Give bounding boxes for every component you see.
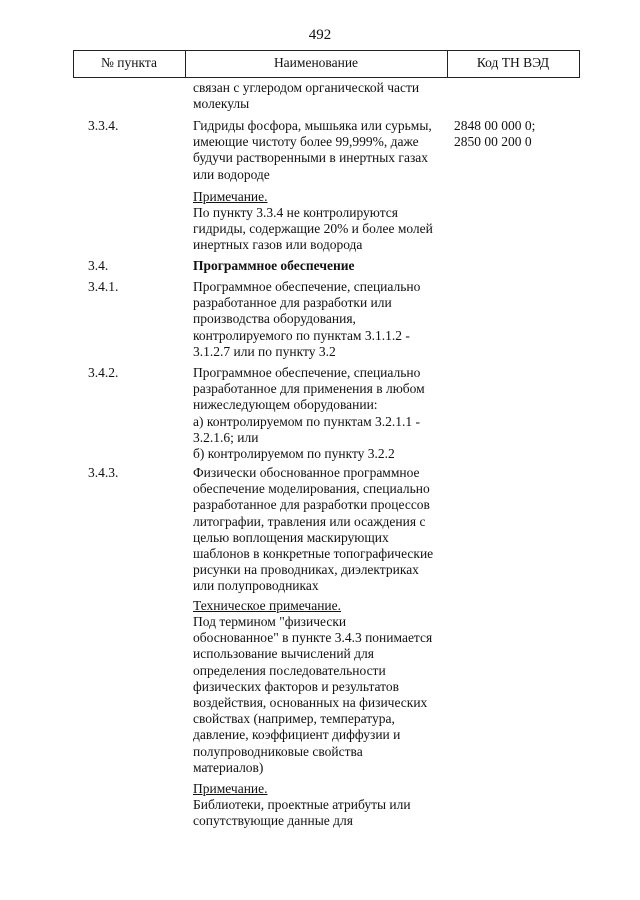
- item-text-3-4-1: Программное обеспечение, специально разработанное для разработки или производства оборудования, контролируемого по пунктам 3.1.1.2 - 3.1.2.7 или по пункту 3.2: [193, 279, 421, 359]
- continuation-text: связан с углеродом органической части молекулы: [193, 80, 420, 112]
- header-right-border: [579, 50, 580, 78]
- column-header-code: Код ТН ВЭД: [476, 55, 550, 70]
- item-text-3-3-4: Гидриды фосфора, мышьяка или сурьмы, имеющие чистоту более 99,999%, даже будучи растворенными в инертных газах или водороде: [193, 118, 432, 182]
- column-header-name: Наименование: [273, 55, 359, 70]
- item-number-3-4-2: 3.4.2.: [88, 365, 119, 380]
- header-bottom-rule: [73, 77, 580, 78]
- note-text-3-3-4: По пункту 3.3.4 не контролируются гидриды, содержащие 20% и более молей инертных газов или водорода: [193, 205, 433, 253]
- page-number: 492: [308, 27, 332, 43]
- item-text-3-4-3: Физически обоснованное программное обеспечение моделирования, специально разработанное для разработки процессов литографии, травления или осаждения с целью воплощения маскирующих шаблонов в конкретные топографические рисунки на проводниках, диэлектриках или полупроводниках: [193, 465, 434, 594]
- note-title-3-3-4: Примечание.: [193, 189, 268, 204]
- column-header-number: № пункта: [101, 55, 157, 70]
- note-title-3-4-3: Примечание.: [193, 781, 268, 796]
- header-top-rule: [73, 50, 580, 51]
- item-number-3-4-1: 3.4.1.: [88, 279, 119, 294]
- item-number-3-3-4: 3.3.4.: [88, 118, 119, 133]
- item-number-3-4: 3.4.: [88, 258, 109, 273]
- tech-note-title-3-4-3: Техническое примечание.: [193, 598, 342, 613]
- note-text-3-4-3: Библиотеки, проектные атрибуты или сопутствующие данные для: [193, 797, 411, 829]
- item-number-3-4-3: 3.4.3.: [88, 465, 119, 480]
- tech-note-text-3-4-3: Под термином "физически обоснованное" в пункте 3.4.3 понимается использование вычислений для определения последовательности физических факторов и результатов воздействия, основанных на физических свойствах (например, температура, давление, коэффициент диффузии и полупроводниковые свойства материалов): [193, 614, 433, 775]
- item-codes-3-3-4: 2848 00 000 0; 2850 00 200 0: [454, 118, 536, 150]
- item-text-3-4-2: Программное обеспечение, специально разработанное для применения в любом нижеследующем оборудовании: а) контролируемом по пунктам 3.2.1.1 - 3.2.1.6; или б) контролируемом по пункту 3.2.2: [193, 365, 425, 462]
- section-title-3-4: Программное обеспечение: [193, 258, 355, 273]
